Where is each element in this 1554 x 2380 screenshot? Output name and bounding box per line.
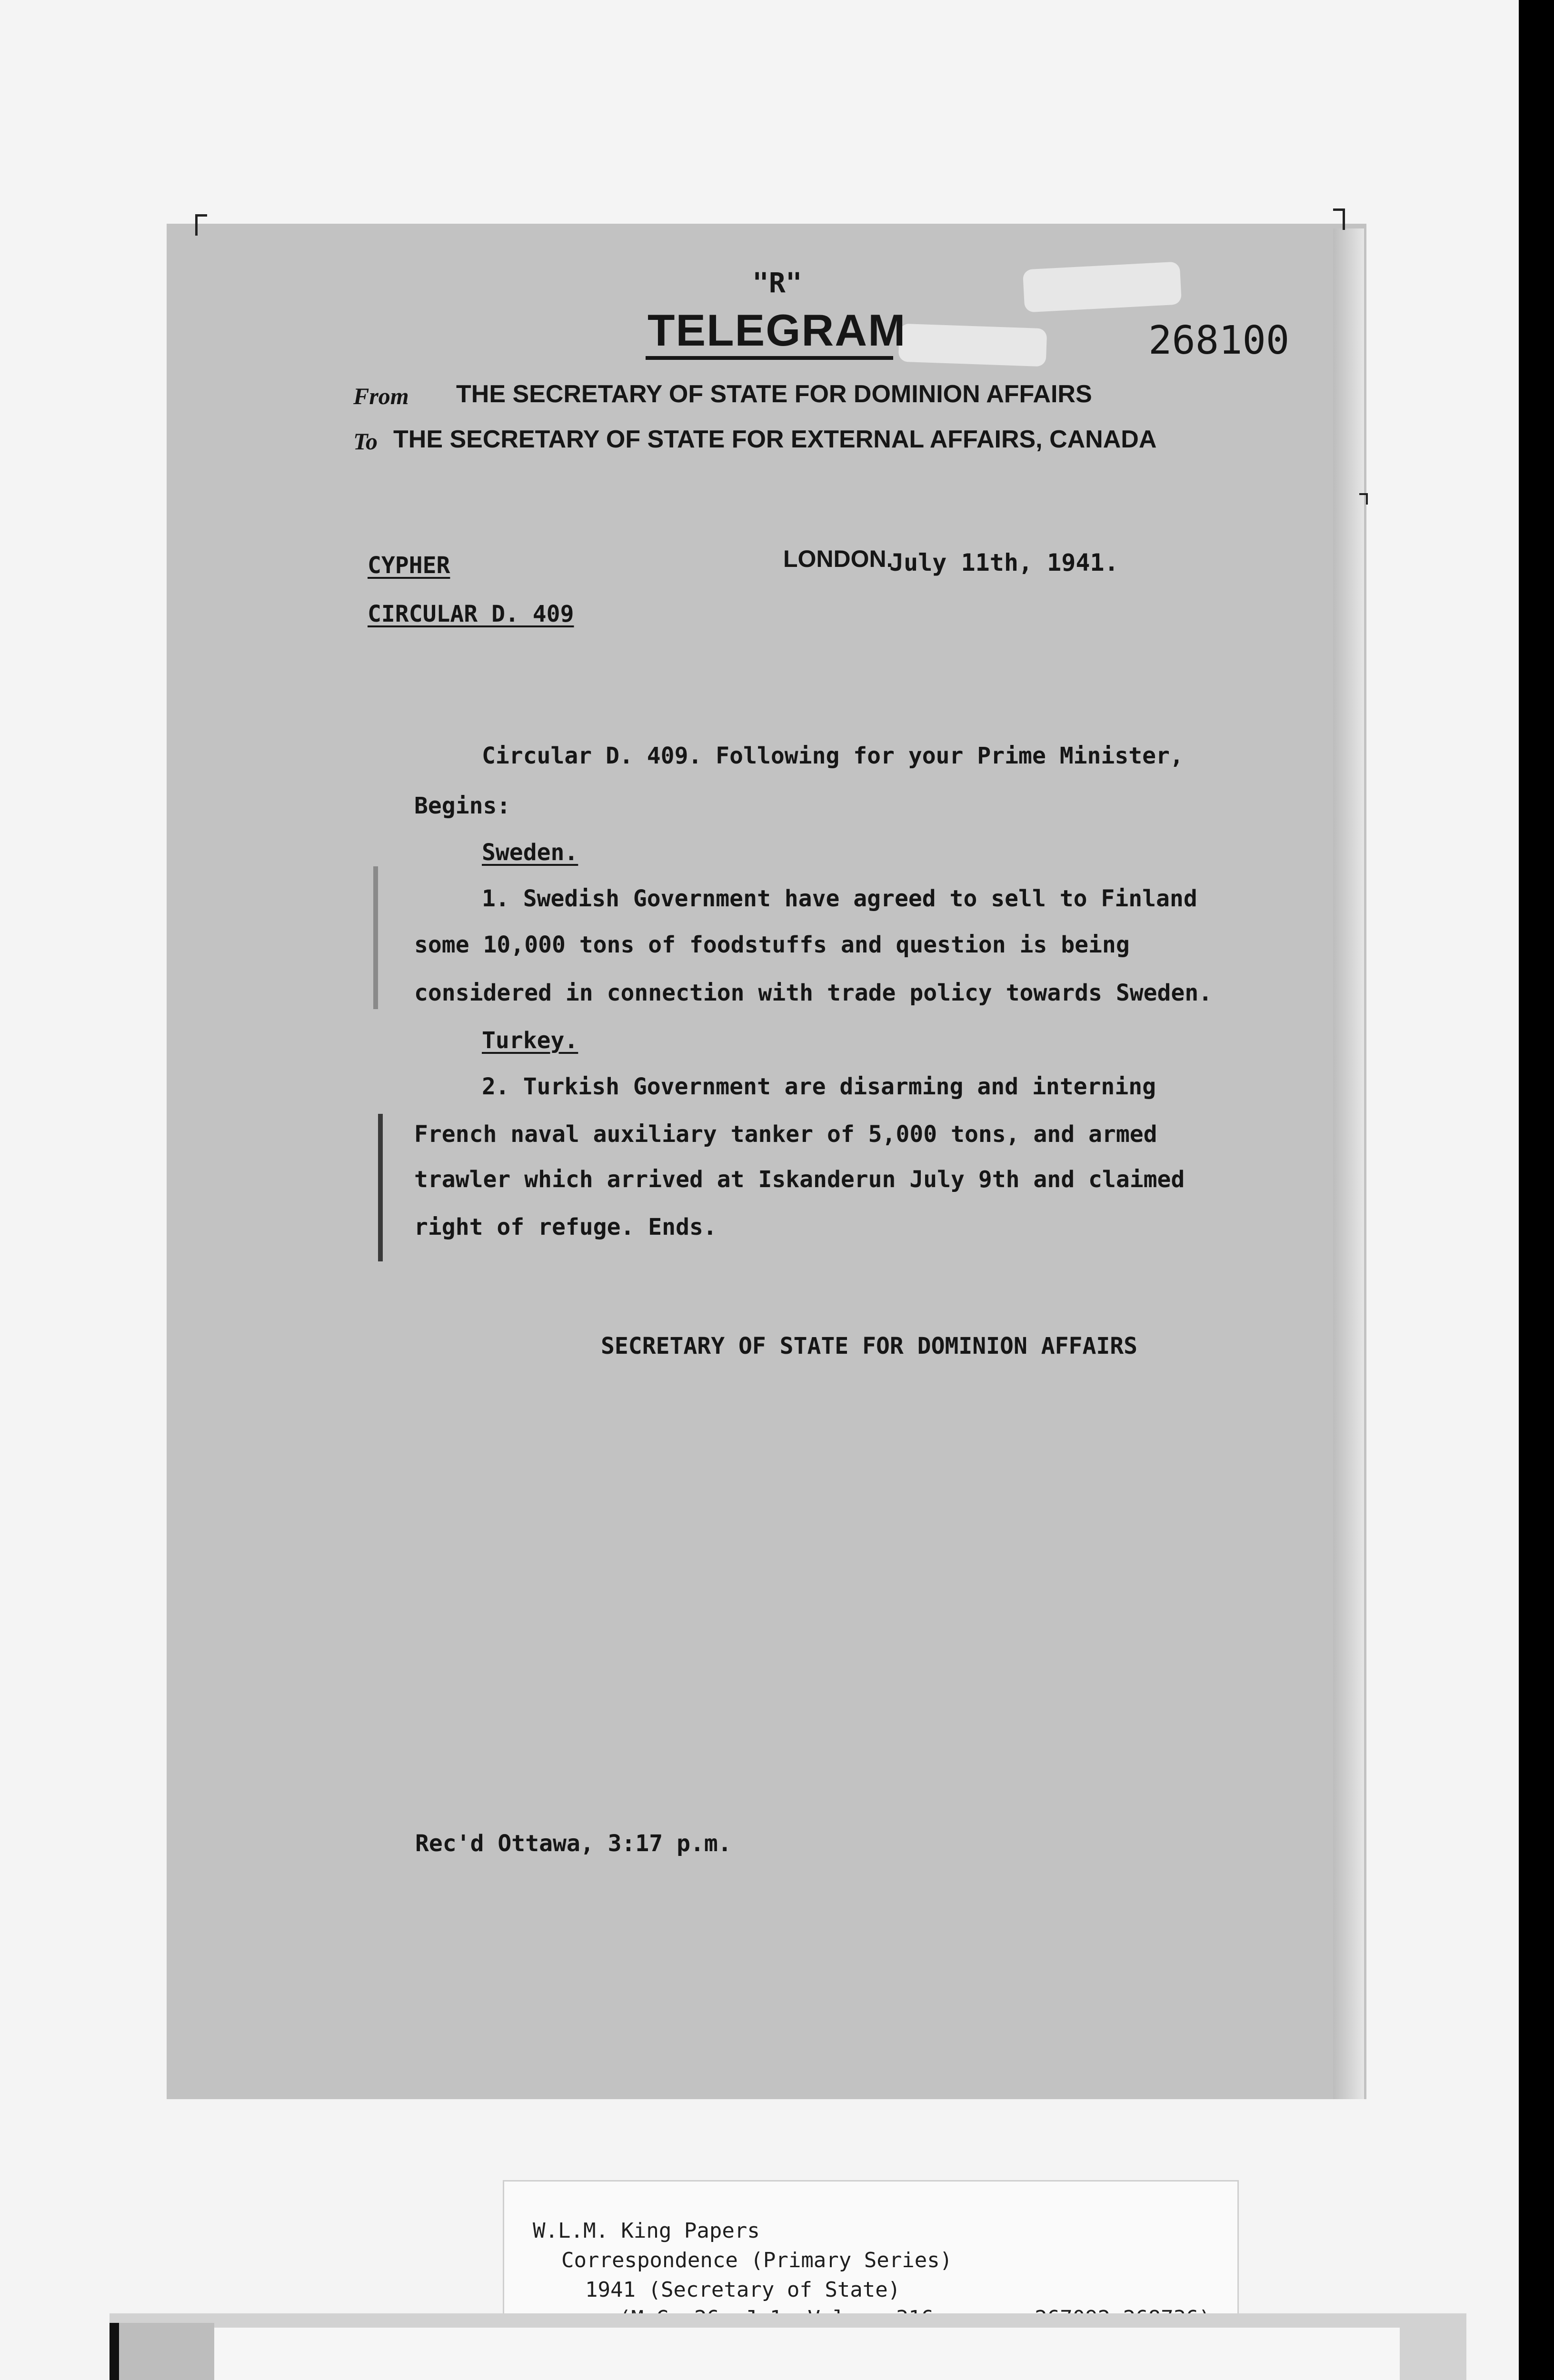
tape-strip: [1023, 261, 1182, 312]
tape-strip: [898, 324, 1047, 367]
margin-mark: [378, 1114, 383, 1261]
body-line: some 10,000 tons of foodstuffs and question is being: [414, 932, 1130, 958]
body-line: 1. Swedish Government have agreed to sell to Finland: [482, 885, 1197, 912]
body-line: Begins:: [414, 793, 511, 819]
archive-label-line: Correspondence (Primary Series): [561, 2248, 953, 2272]
date: July 11th, 1941.: [889, 549, 1119, 576]
stamp-edge: [110, 2323, 214, 2380]
reference-number: 268100: [1148, 318, 1290, 363]
cypher-label: CYPHER: [368, 552, 450, 579]
archive-label-line: 1941 (Secretary of State): [585, 2278, 901, 2302]
to-text: THE SECRETARY OF STATE FOR EXTERNAL AFFAIRS, CANADA: [393, 426, 1157, 453]
circular-label: CIRCULAR D. 409: [368, 601, 574, 627]
telegram-title: TELEGRAM: [648, 305, 906, 355]
archive-label-line: W.L.M. King Papers: [533, 2219, 760, 2243]
from-text: THE SECRETARY OF STATE FOR DOMINION AFFAIRS: [456, 380, 1092, 408]
heading-sweden: Sweden.: [482, 839, 578, 866]
corner-mark-mid: [1359, 493, 1368, 505]
to-label: To: [353, 428, 378, 455]
body-line: French naval auxiliary tanker of 5,000 tons, and armed: [414, 1121, 1157, 1148]
margin-mark: [373, 866, 378, 1009]
title-underline: [646, 356, 893, 360]
security-mark: "R": [752, 267, 802, 299]
corner-mark-left: [195, 214, 207, 236]
stamp-panel: [200, 2328, 1400, 2380]
body-line: considered in connection with trade policy towards Sweden.: [414, 980, 1213, 1006]
place-label: LONDON.: [783, 545, 893, 572]
body-line: trawler which arrived at Iskanderun July 9th and claimed: [414, 1166, 1185, 1193]
corner-mark-right: [1333, 208, 1345, 230]
telegram-sheet: [167, 224, 1366, 2099]
received-note: Rec'd Ottawa, 3:17 p.m.: [415, 1830, 732, 1857]
archives-stamp-card: [110, 2313, 1466, 2380]
body-line: right of refuge. Ends.: [414, 1214, 717, 1240]
from-label: From: [353, 383, 409, 409]
heading-turkey: Turkey.: [482, 1027, 578, 1054]
signature-block: SECRETARY OF STATE FOR DOMINION AFFAIRS: [601, 1333, 1138, 1359]
sheet-edge: [1333, 228, 1364, 2099]
body-line: 2. Turkish Government are disarming and interning: [482, 1073, 1156, 1100]
body-line: Circular D. 409. Following for your Prime Minister,: [482, 743, 1184, 769]
